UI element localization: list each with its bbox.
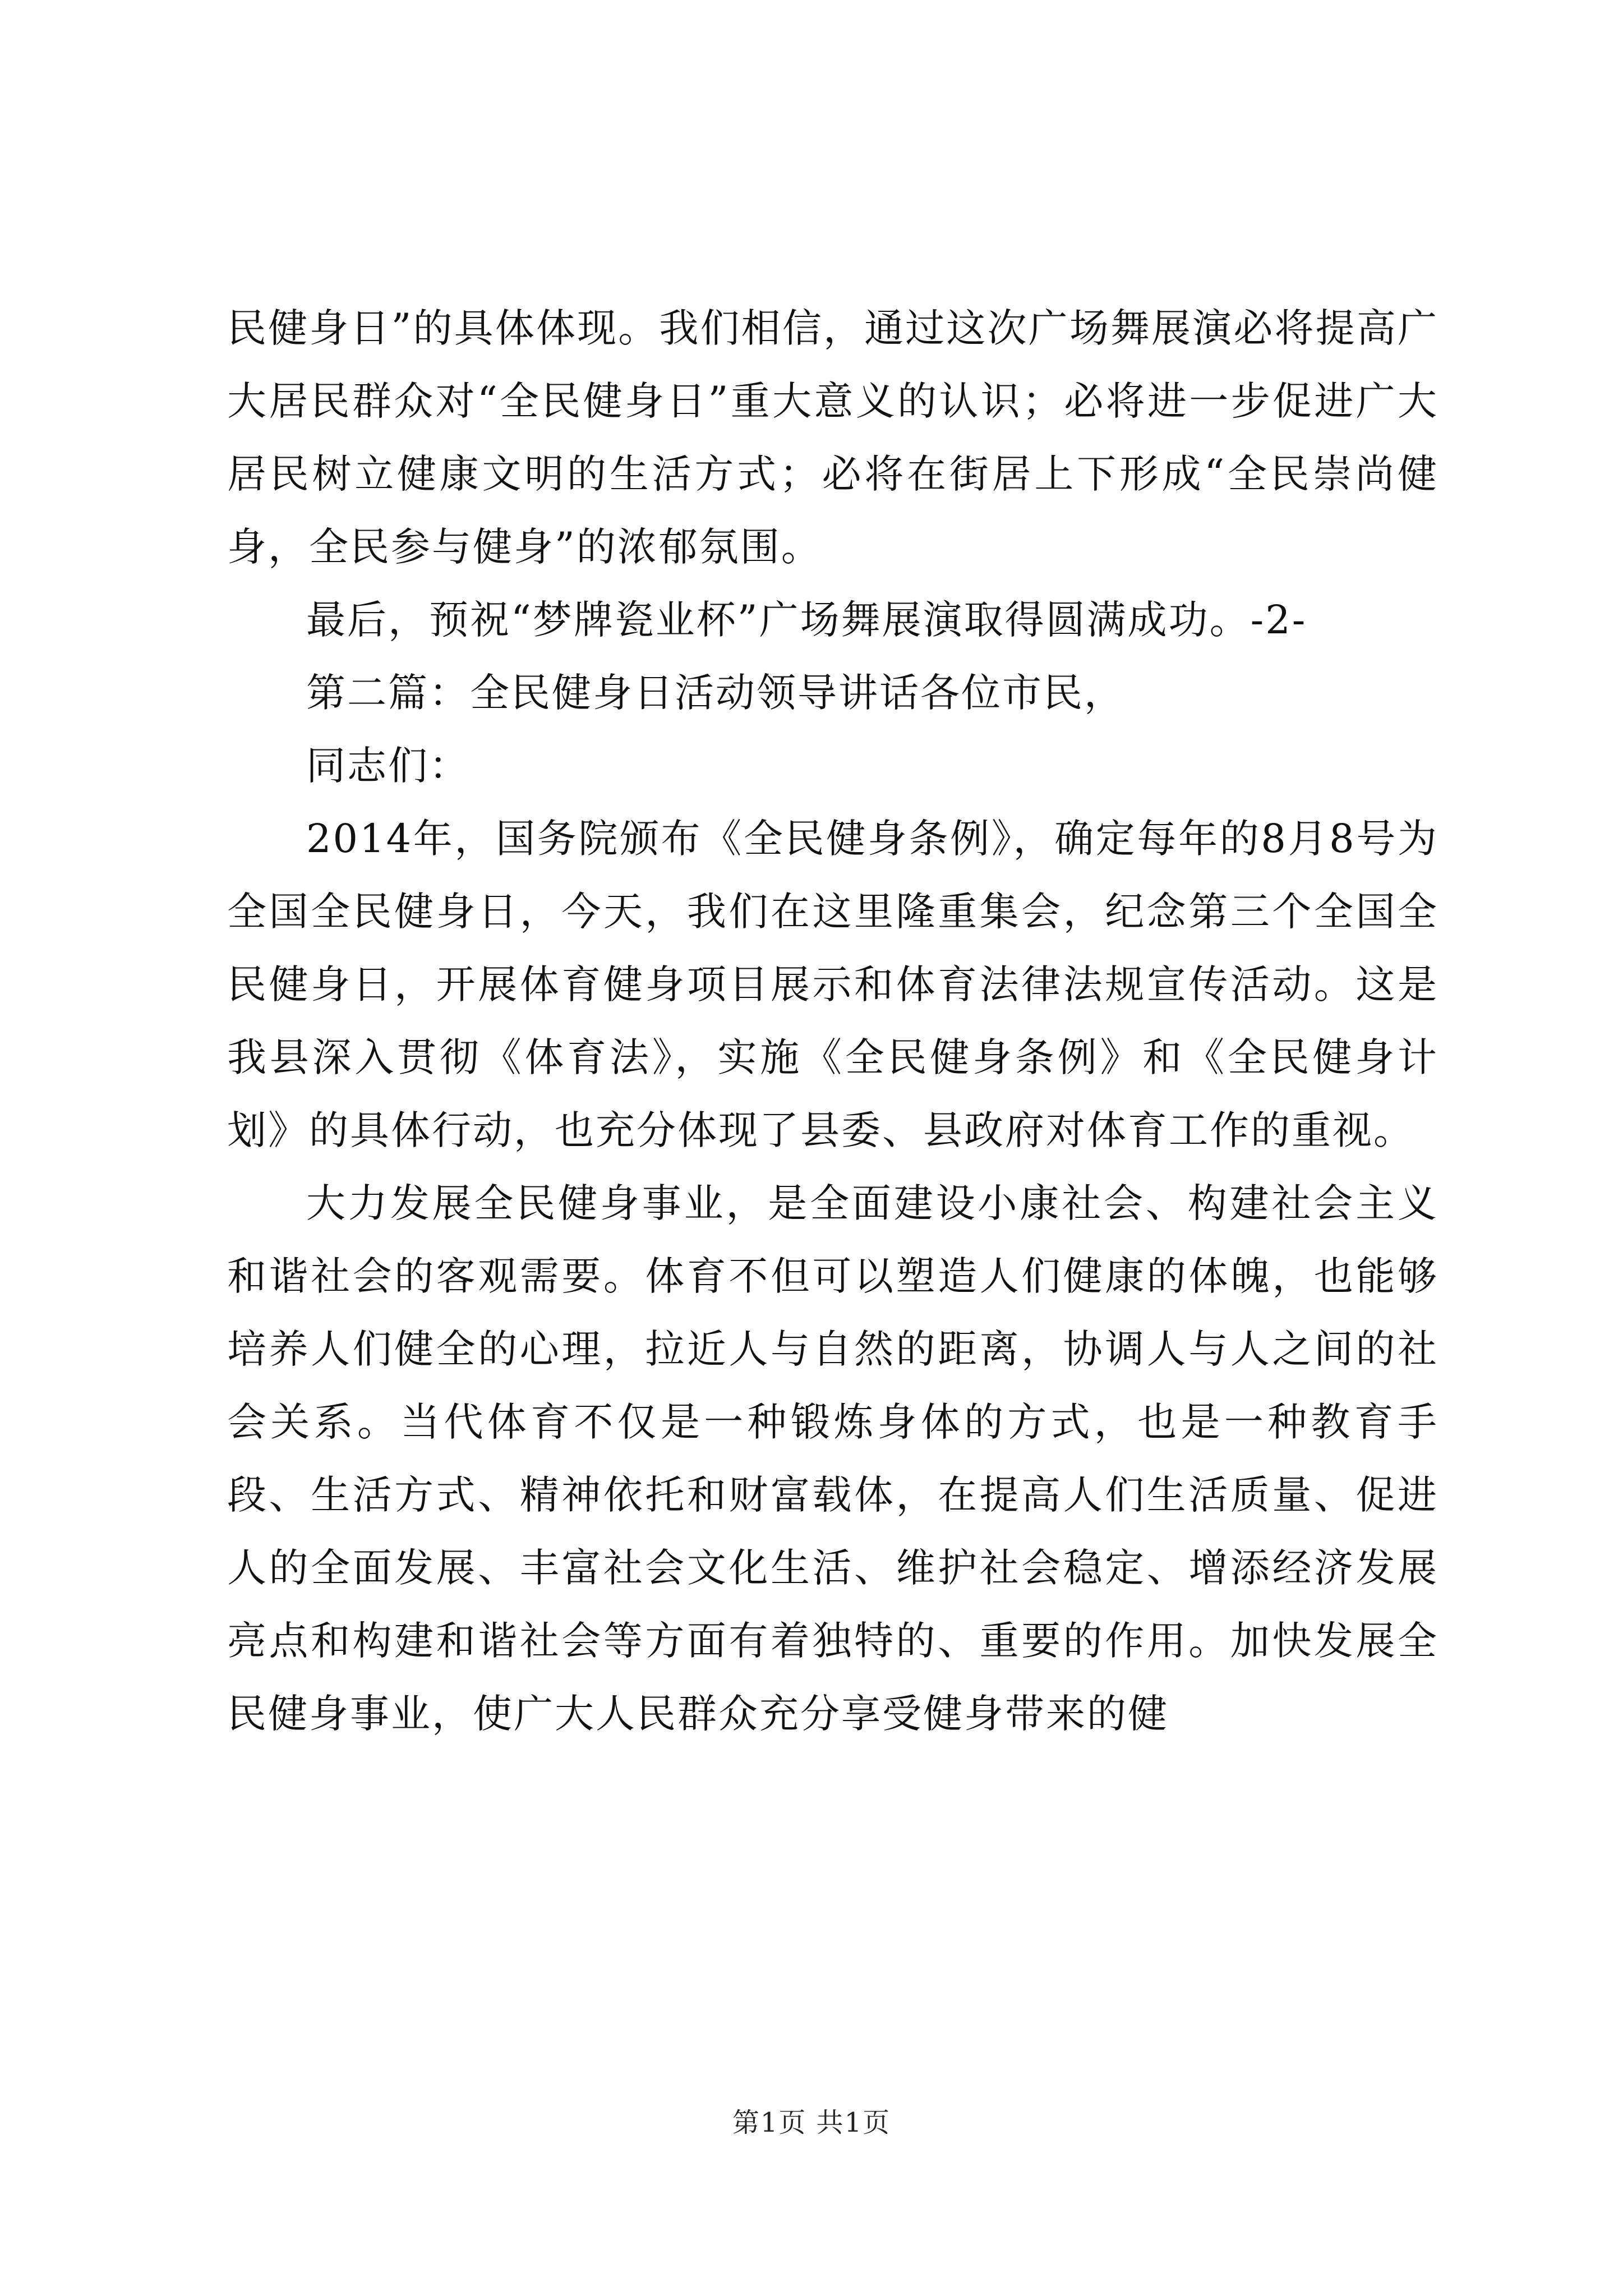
paragraph: 最后，预祝“梦牌瓷业杯”广场舞展演取得圆满成功。-2- — [306, 597, 1307, 643]
paragraph: 2014年，国务院颁布《全民健身条例》，确定每年的8月8号为全国全民健身日，今天，我们在这里隆重集会，纪念第三个全国全民健身日，开展体育健身项目展示和体育法律法规宣传活动。这是我县深入贯彻《体育法》，实施《全民健身条例》和《全民健身计划》的具体行动，也充分体现了县委、县政府对体育工作的重视。 — [227, 816, 1438, 1153]
paragraph: 大力发展全民健身事业，是全面建设小康社会、构建社会主义和谐社会的客观需要。体育不但可以塑造人们健康的体魄，也能够培养人们健全的心理，拉近人与自然的距离，协调人与人之间的社会关系。当代体育不仅是一种锻炼身体的方式，也是一种教育手段、生活方式、精神依托和财富载体，在提高人们生活质量、促进人的全面发展、丰富社会文化生活、维护社会稳定、增添经济发展亮点和构建和谐社会等方面有着独特的、重要的作用。加快发展全民健身事业，使广大人民群众充分享受健身带来的健 — [227, 1180, 1438, 1737]
paragraph: 民健身日”的具体体现。我们相信，通过这次广场舞展演必将提高广大居民群众对“全民健身日”重大意义的认识；必将进一步促进广大居民树立健康文明的生活方式；必将在街居上下形成“全民崇尚健身，全民参与健身”的浓郁氛围。 — [227, 305, 1438, 570]
salutation: 同志们： — [306, 743, 470, 789]
document-body — [227, 292, 1438, 1750]
page-footer: 第1页 共1页 — [732, 2107, 891, 2138]
section-heading: 第二篇：全民健身日活动领导讲话各位市民， — [306, 670, 1125, 716]
